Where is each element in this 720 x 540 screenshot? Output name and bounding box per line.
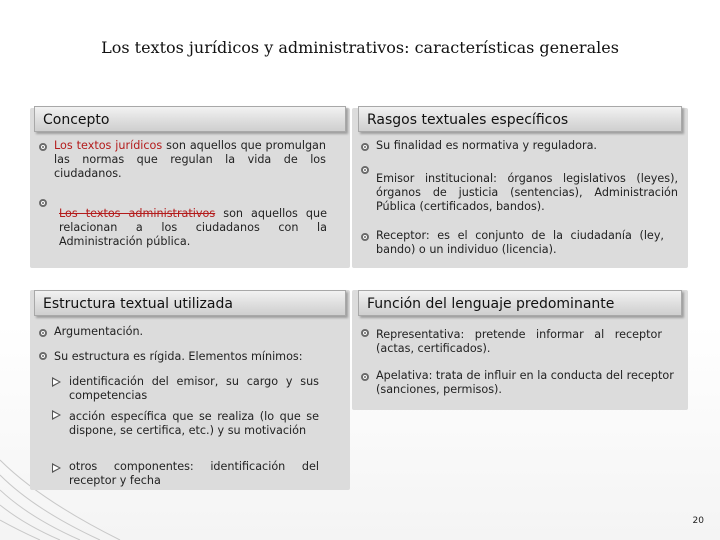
rasgos-item-receptor: Receptor: es el conjunto de la ciudadanía (ley, bando) o un individuo (licencia).	[376, 229, 664, 256]
bullet-icon	[361, 329, 369, 337]
arrow-bullet-icon	[52, 463, 61, 473]
page-number: 20	[692, 516, 704, 526]
bullet-icon	[39, 352, 47, 360]
rasgos-item-emisor: Emisor institucional: órganos legislativos (leyes), órganos de justicia (sentencias), Administración Pública (certificados, bandos).	[376, 172, 678, 213]
rasgos-item-finalidad: Su finalidad es normativa y reguladora.	[376, 139, 597, 152]
rasgos-header: Rasgos textuales específicos	[358, 106, 682, 132]
bullet-icon	[361, 373, 369, 381]
estructura-subitem-accion: acción específica que se realiza (lo que se dispone, se certifica, etc.) y su motivación	[69, 410, 319, 437]
bullet-icon	[39, 329, 47, 337]
funcion-item-apelativa: Apelativa: trata de influir en la conducta del receptor (sanciones, permisos).	[376, 369, 674, 396]
arrow-bullet-icon	[52, 377, 61, 387]
slide-title: Los textos jurídicos y administrativos: características generales	[101, 38, 619, 57]
arrow-bullet-icon	[52, 410, 61, 420]
bullet-icon	[39, 143, 47, 151]
estructura-subitem-otros: otros componentes: identificación del receptor y fecha	[69, 460, 319, 487]
concepto-item-administrativos	[59, 207, 327, 249]
term-textos-administrativos: Los textos administrativos	[59, 207, 216, 220]
estructura-subitem-emisor: identificación del emisor, su cargo y sus competencias	[69, 375, 319, 402]
concepto-header: Concepto	[34, 106, 346, 132]
concepto-item1-text: son aquellos que promulgan las normas que regulan la vida de los ciudadanos.	[54, 139, 326, 180]
bullet-icon	[361, 233, 369, 241]
estructura-header: Estructura textual utilizada	[34, 290, 346, 316]
concepto-item-juridicos	[54, 139, 326, 181]
funcion-header: Función del lenguaje predominante	[358, 290, 682, 316]
term-textos-juridicos: Los textos jurídicos	[54, 139, 163, 152]
bullet-icon	[39, 199, 47, 207]
funcion-item-representativa: Representativa: pretende informar al receptor (actas, certificados).	[376, 328, 662, 355]
bullet-icon	[361, 143, 369, 151]
concepto-item2-text: son aquellos que relacionan a los ciudadanos con la Administración pública.	[59, 207, 327, 248]
estructura-item-rigida: Su estructura es rígida. Elementos mínimos:	[54, 350, 303, 363]
estructura-item-argumentacion: Argumentación.	[54, 325, 144, 338]
bullet-icon	[361, 166, 369, 174]
